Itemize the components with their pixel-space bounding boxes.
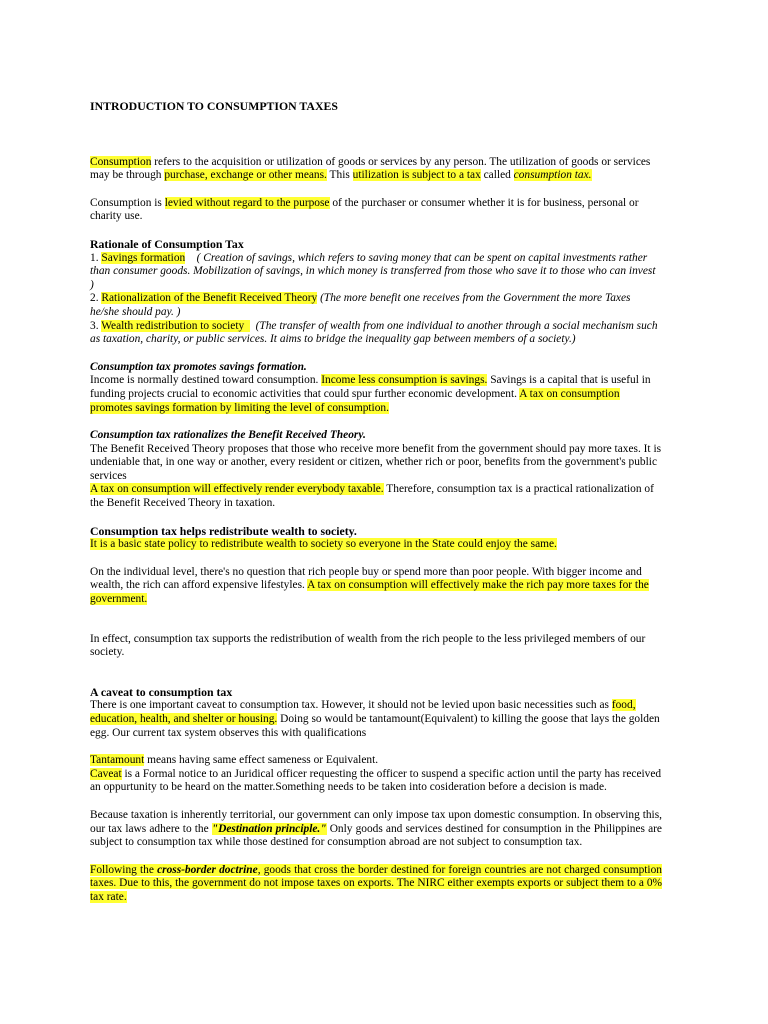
definition-caveat [90, 768, 662, 795]
highlight: Tantamount [90, 754, 145, 767]
highlight: Following the [90, 863, 158, 876]
highlight: Consumption [90, 155, 152, 168]
paragraph [90, 483, 662, 510]
text: called [480, 169, 514, 182]
highlight: purchase, exchange or other means. [164, 169, 327, 182]
highlight: cross-border doctrine [157, 863, 258, 876]
list-item [90, 320, 662, 347]
paragraph [90, 374, 662, 415]
paragraph [90, 699, 662, 740]
paragraph [90, 538, 662, 552]
text: Savings is a capital that is useful in funding projects crucial to economic activities that could spur further economic development. [90, 374, 651, 400]
highlight: Rationalization of the Benefit Received Theory [101, 292, 318, 305]
section-heading: Consumption tax rationalizes the Benefit Received Theory. [90, 429, 366, 442]
section-definitions [90, 754, 662, 795]
text: Income is normally destined toward consumption. [90, 374, 322, 387]
text: This [326, 169, 353, 182]
text: There is one important caveat to consumption tax. However, it should not be levied upon basic necessities such as [90, 699, 612, 712]
paragraph-levied [90, 197, 662, 224]
highlight: food, education, health, and shelter or housing. [90, 699, 636, 725]
paragraph-individual-level [90, 566, 662, 607]
list-number: 3. [90, 319, 102, 332]
list-number: 2. [90, 292, 102, 305]
highlight: consumption tax. [513, 169, 592, 182]
text: of the purchaser or consumer whether it is for business, personal or charity use. [90, 196, 639, 223]
item-description: ( Creation of savings, which refers to saving money that can be spent on capital investments rather than consumer goods. Mobilization of savings, in which money is transferred from those who save it to those who can invest ) [90, 251, 662, 291]
item-description: (The transfer of wealth from one individual to another through a social mechanism such as taxation, charity, or public services. It aims to bridge the inequality gap between members of a society.) [90, 319, 661, 346]
highlight: , goods that cross the border destined for foreign countries are not charged consumption taxes. Due to this, the government do not impose taxes on exports. The NIRC either exempts exports or subject them to a 0% tax rate. [90, 863, 662, 903]
highlight: Income less consumption is savings. [321, 374, 488, 387]
highlight: A tax on consumption will effectively make the rich pay more taxes for the government. [90, 579, 649, 606]
list-item [90, 292, 662, 319]
text: means having same effect sameness or Equivalent. [144, 754, 379, 767]
section-heading: Consumption tax promotes savings formation. [90, 360, 307, 373]
item-description: (The more benefit one receives from the Government the more Taxes he/she should pay. ) [90, 292, 631, 318]
text: Consumption is [90, 196, 165, 209]
paragraph: The Benefit Received Theory proposes that those who receive more benefit from the government should pay more taxes. It is undeniable that, in one way or another, every resident or citizen, whether rich or poor, benefits from the government's public services [90, 442, 662, 482]
highlight: utilization is subject to a tax [352, 169, 481, 182]
document-body [90, 100, 662, 918]
text: refers to the acquisition or utilization of goods or services by any person. The utilization of goods or services may be through [90, 155, 651, 182]
section-heading: Consumption tax helps redistribute wealth to society. [90, 523, 357, 538]
section-heading: Rationale of Consumption Tax [90, 236, 244, 251]
section-caveat [90, 686, 662, 740]
list-number: 1. [90, 251, 102, 264]
section-heading: A caveat to consumption tax [90, 684, 233, 699]
section-savings [90, 361, 662, 415]
section-redistribute [90, 525, 662, 552]
paragraph-consumption-definition [90, 156, 662, 183]
highlight: Caveat [90, 767, 122, 780]
text: Only goods and services destined for consumption in the Philippines are subject to consumption tax while those destined for consumption abroad are not subject to consumption tax. [90, 822, 662, 849]
paragraph-destination-principle [90, 809, 662, 850]
paragraph-in-effect: In effect, consumption tax supports the redistribution of wealth from the rich people to the less privileged members of our society. [90, 632, 646, 659]
document-title: INTRODUCTION TO CONSUMPTION TAXES [90, 99, 338, 113]
highlight: Savings formation [101, 251, 186, 264]
paragraph-cross-border [90, 864, 662, 905]
highlight: "Destination principle." [211, 822, 327, 835]
highlight: A tax on consumption promotes savings formation by limiting the level of consumption. [90, 387, 620, 414]
section-benefit [90, 429, 662, 511]
highlight: levied without regard to the purpose [164, 196, 330, 209]
text: is a Formal notice to an Juridical officer requesting the officer to suspend a specific action until the party has received an oppurtunity to be heard on the matter.Something needs to be taken into cosideration before a decision is made. [90, 767, 662, 794]
highlight: It is a basic state policy to redistribute wealth to society so everyone in the State could enjoy the same. [90, 538, 557, 551]
highlight: A tax on consumption will effectively render everybody taxable. [90, 483, 384, 496]
definition-tantamount [90, 754, 662, 768]
highlight: Wealth redistribution to society [101, 319, 250, 332]
text: Doing so would be tantamount(Equivalent) to killing the goose that lays the golden egg. Our current tax system observes this with qualifications [90, 713, 660, 739]
text: Therefore, consumption tax is a practical rationalization of the Benefit Received Theory in taxation. [90, 483, 654, 510]
text: On the individual level, there's no question that rich people buy or spend more than poor people. With bigger income and wealth, the rich can afford expensive lifestyles. [90, 565, 642, 592]
list-item [90, 252, 662, 293]
section-rationale [90, 238, 662, 347]
text: Because taxation is inherently territorial, our government can only impose tax upon domestic consumption. In observing this, our tax laws adhere to the [90, 808, 662, 835]
